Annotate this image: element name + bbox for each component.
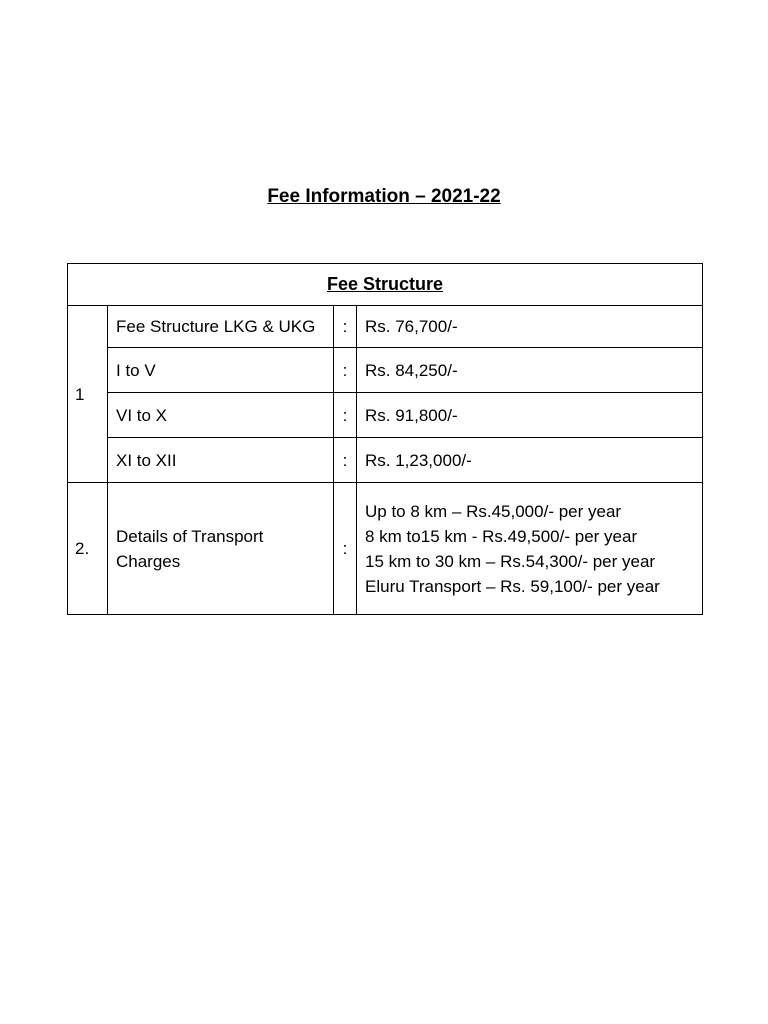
transport-rate-line: 8 km to15 km - Rs.49,500/- per year <box>365 526 638 546</box>
row-value: Rs. 84,250/- <box>357 348 703 393</box>
section-number: 2. <box>68 483 108 615</box>
row-label: Details of Transport Charges <box>108 483 334 615</box>
row-label: XI to XII <box>108 438 334 483</box>
table-row <box>68 306 703 348</box>
section-number: 1 <box>68 306 108 483</box>
row-value: Rs. 76,700/- <box>357 306 703 348</box>
table-heading-row <box>68 264 703 306</box>
row-label: Fee Structure LKG & UKG <box>108 306 334 348</box>
transport-rate-line: Eluru Transport – Rs. 59,100/- per year <box>365 576 660 596</box>
row-value: Rs. 1,23,000/- <box>357 438 703 483</box>
row-value: Rs. 91,800/- <box>357 393 703 438</box>
separator: : <box>334 438 357 483</box>
table-row <box>68 438 703 483</box>
table-row <box>68 393 703 438</box>
transport-rates <box>357 483 703 615</box>
separator: : <box>334 306 357 348</box>
document-title: Fee Information – 2021-22 <box>267 186 501 207</box>
row-label: I to V <box>108 348 334 393</box>
separator: : <box>334 348 357 393</box>
separator: : <box>334 483 357 615</box>
transport-rate-line: Up to 8 km – Rs.45,000/- per year <box>365 501 622 521</box>
table-row <box>68 348 703 393</box>
row-label: VI to X <box>108 393 334 438</box>
fee-table <box>67 263 703 615</box>
transport-rate-line: 15 km to 30 km – Rs.54,300/- per year <box>365 551 656 571</box>
table-row-transport <box>68 483 703 615</box>
separator: : <box>334 393 357 438</box>
table-heading: Fee Structure <box>68 264 703 306</box>
